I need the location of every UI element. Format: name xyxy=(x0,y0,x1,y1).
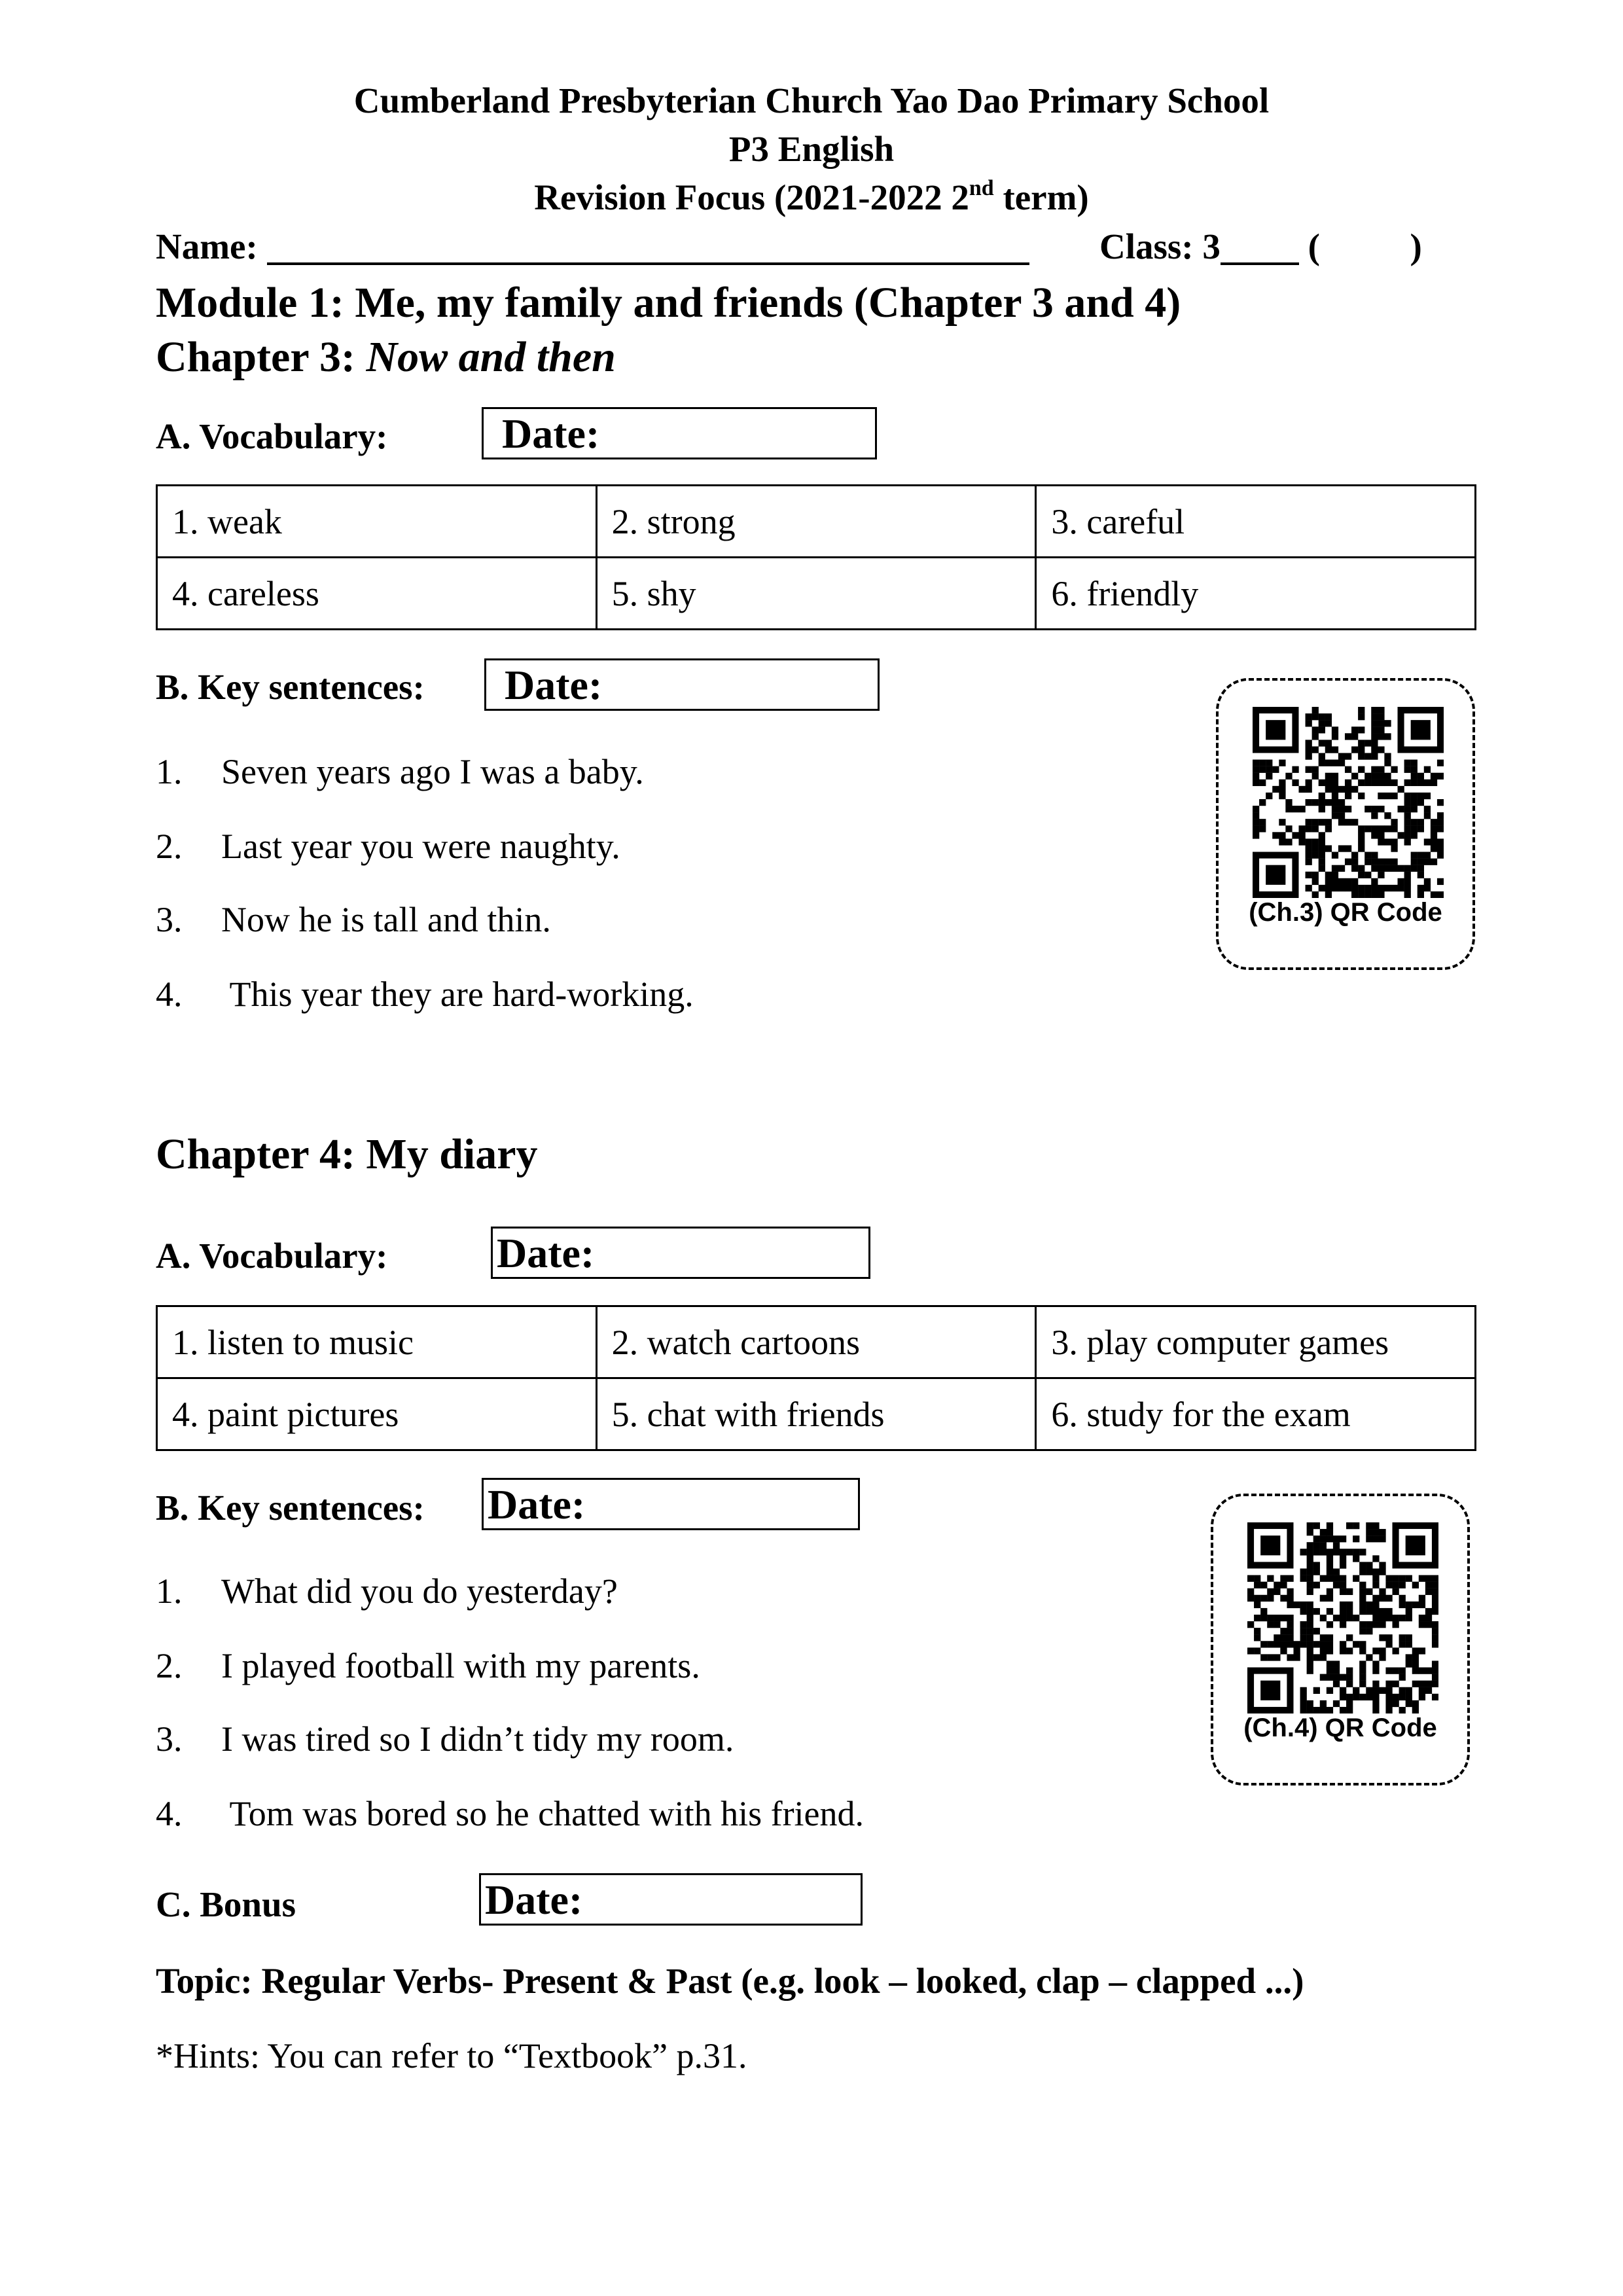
chapter3-qr-frame xyxy=(1216,678,1475,970)
name-row xyxy=(156,226,1029,267)
chapter3-vocab-date-label: Date: xyxy=(502,410,600,457)
table-row xyxy=(157,558,1476,630)
class-label: Class: 3 xyxy=(1099,226,1221,266)
vocab-cell: 6. friendly xyxy=(1036,558,1476,630)
sentence-number: 3. xyxy=(156,900,183,939)
sentence-number: 2. xyxy=(156,1646,183,1685)
sentence-text: What did you do yesterday? xyxy=(221,1571,618,1611)
sentence-text: This year they are hard-working. xyxy=(221,975,694,1014)
chapter4-title: Chapter 4: My diary xyxy=(156,1130,538,1178)
chapter3-vocab-table xyxy=(156,484,1476,630)
list-item xyxy=(156,1645,700,1686)
chapter3-vocab-date-box[interactable] xyxy=(482,407,877,459)
chapter3-key-date-box[interactable] xyxy=(484,658,880,711)
vocab-cell: 1. weak xyxy=(157,486,597,558)
list-item xyxy=(156,1793,864,1834)
chapter3-vocab-label: A. Vocabulary: xyxy=(156,416,388,456)
list-item xyxy=(156,826,620,867)
bonus-hint: *Hints: You can refer to “Textbook” p.31. xyxy=(156,2036,747,2075)
sentence-number: 4. xyxy=(156,975,183,1014)
chapter4-key-date-box[interactable] xyxy=(482,1478,860,1530)
chapter4-key-label: B. Key sentences: xyxy=(156,1488,425,1528)
sentence-number: 2. xyxy=(156,827,183,866)
sentence-number: 4. xyxy=(156,1794,183,1833)
vocab-cell: 4. careless xyxy=(157,558,597,630)
chapter4-qr-frame xyxy=(1211,1494,1470,1785)
list-item xyxy=(156,899,551,940)
chapter4-vocab-date-box[interactable] xyxy=(491,1227,870,1279)
bonus-topic: Topic: Regular Verbs- Present & Past (e.g. look – looked, clap – clapped ...) xyxy=(156,1961,1304,2001)
vocab-cell: 5. shy xyxy=(596,558,1036,630)
term-title xyxy=(0,177,1623,218)
class-number-open: ( xyxy=(1308,226,1320,266)
vocab-cell: 4. paint pictures xyxy=(157,1378,597,1450)
term-suffix: term) xyxy=(993,177,1089,217)
sentence-number: 3. xyxy=(156,1719,183,1759)
module-title: Module 1: Me, my family and friends (Chapter 3 and 4) xyxy=(156,279,1181,327)
sentence-text: Seven years ago I was a baby. xyxy=(221,752,644,791)
vocab-cell: 5. chat with friends xyxy=(596,1378,1036,1450)
school-name: Cumberland Presbyterian Church Yao Dao Primary School xyxy=(353,81,1270,120)
list-item xyxy=(156,751,644,792)
vocab-cell: 1. listen to music xyxy=(157,1306,597,1378)
chapter4-vocab-date-label: Date: xyxy=(497,1230,595,1276)
bonus-date-label: Date: xyxy=(485,1876,583,1923)
bonus-label: C. Bonus xyxy=(156,1884,296,1924)
term-prefix: Revision Focus (2021-2022 2 xyxy=(534,177,969,217)
list-item xyxy=(156,1719,734,1759)
name-blank[interactable] xyxy=(267,228,1029,265)
sentence-text: I played football with my parents. xyxy=(221,1646,700,1685)
qr-code-icon[interactable] xyxy=(1247,1522,1438,1713)
chapter3-title xyxy=(156,332,616,382)
table-row xyxy=(157,1306,1476,1378)
vocab-cell: 3. play computer games xyxy=(1036,1306,1476,1378)
sentence-number: 1. xyxy=(156,752,183,791)
chapter4-vocab-table xyxy=(156,1305,1476,1451)
sentence-text: Now he is tall and thin. xyxy=(221,900,551,939)
chapter3-key-label: B. Key sentences: xyxy=(156,667,425,707)
chapter4-qr-caption: (Ch.4) QR Code xyxy=(1243,1713,1437,1742)
vocab-cell: 2. strong xyxy=(596,486,1036,558)
qr-code-icon[interactable] xyxy=(1253,707,1444,898)
chapter4-vocab-label: A. Vocabulary: xyxy=(156,1236,388,1276)
class-row xyxy=(1099,226,1422,267)
chapter3-qr-caption: (Ch.3) QR Code xyxy=(1249,898,1442,927)
sentence-text: Tom was bored so he chatted with his friend. xyxy=(221,1794,865,1833)
vocab-cell: 2. watch cartoons xyxy=(596,1306,1036,1378)
chapter4-key-date-label: Date: xyxy=(488,1481,586,1528)
term-superscript: nd xyxy=(969,176,994,200)
chapter3-key-date-label: Date: xyxy=(505,662,603,708)
list-item xyxy=(156,1571,618,1611)
bonus-date-box[interactable] xyxy=(479,1873,863,1926)
sentence-text: Last year you were naughty. xyxy=(221,827,620,866)
chapter3-title-italic: Now and then xyxy=(366,333,616,381)
sentence-text: I was tired so I didn’t tidy my room. xyxy=(221,1719,734,1759)
chapter3-title-prefix: Chapter 3: xyxy=(156,333,355,381)
sentence-number: 1. xyxy=(156,1571,183,1611)
subject-title: P3 English xyxy=(728,129,895,169)
name-label: Name: xyxy=(156,226,258,266)
class-blank[interactable] xyxy=(1221,228,1299,265)
table-row xyxy=(157,1378,1476,1450)
table-row xyxy=(157,486,1476,558)
list-item xyxy=(156,974,694,1014)
vocab-cell: 3. careful xyxy=(1036,486,1476,558)
class-number-close: ) xyxy=(1410,226,1422,266)
vocab-cell: 6. study for the exam xyxy=(1036,1378,1476,1450)
